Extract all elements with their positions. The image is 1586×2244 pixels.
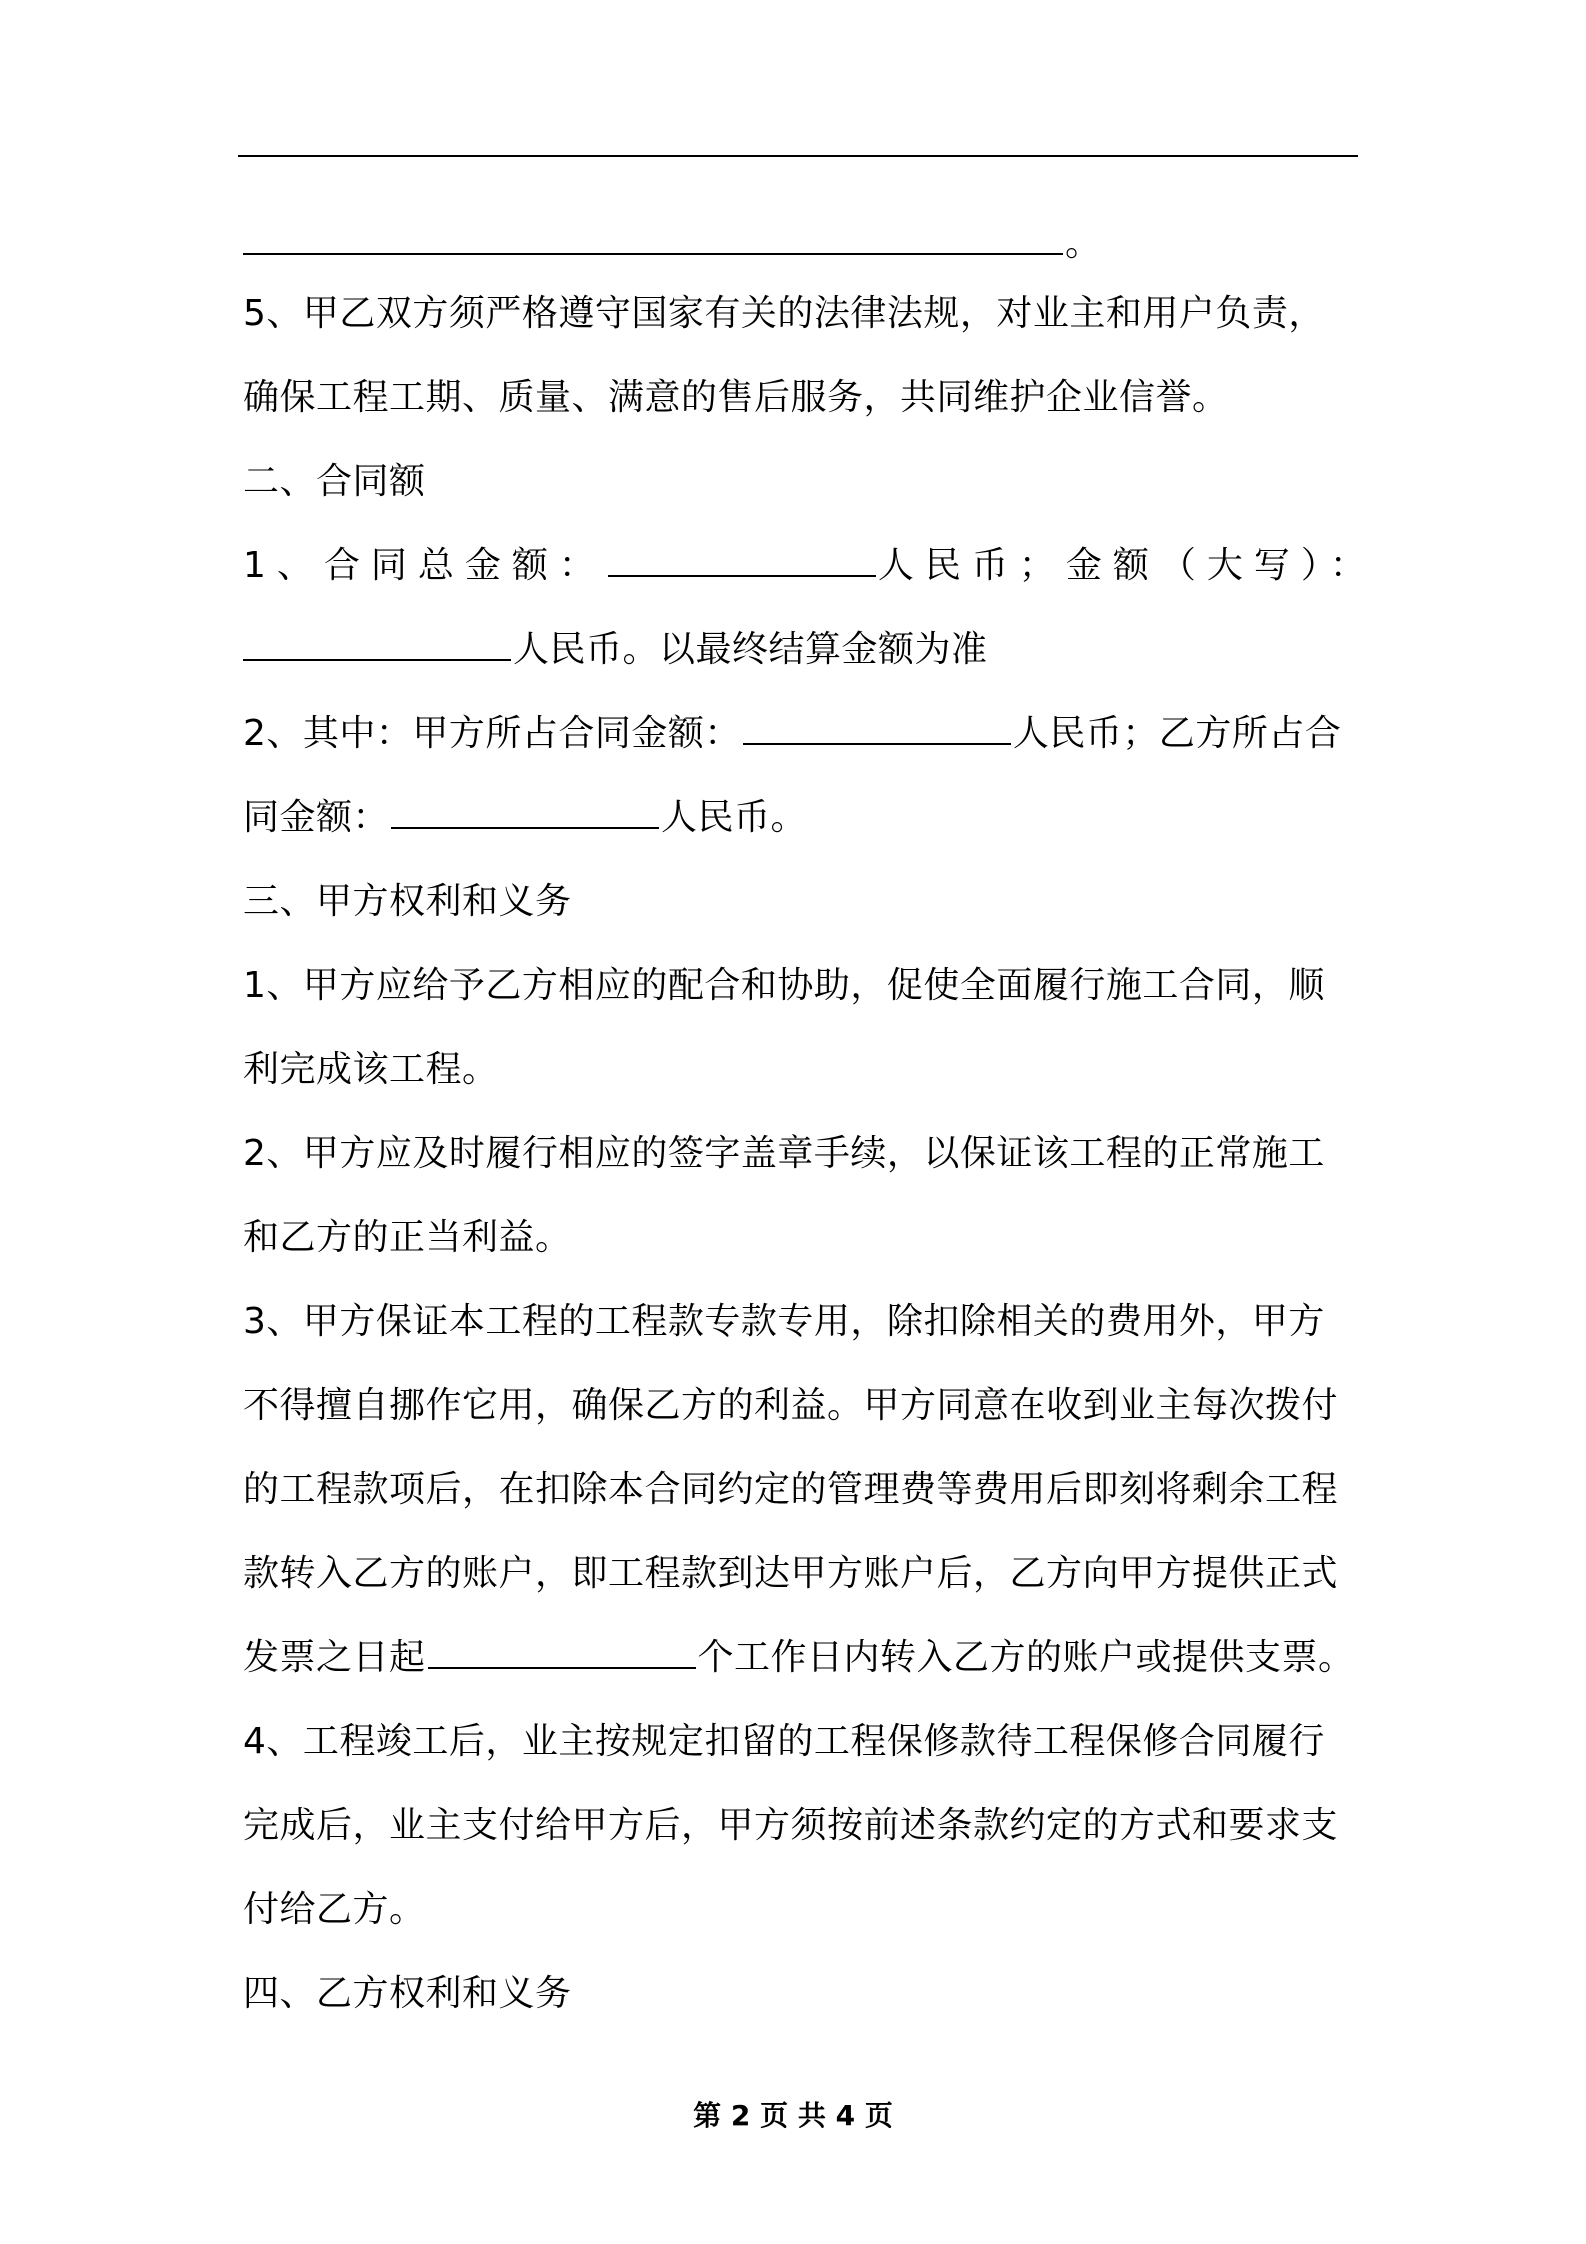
party-a-item-2-line-2: 和乙方的正当利益。 — [243, 1217, 572, 1258]
item-2-line-2-label: 同金额： — [243, 797, 390, 838]
section-3-heading: 三、甲方权利和义务 — [243, 881, 572, 922]
item-1-currency-label: 人民币；金额（大写）： — [877, 545, 1377, 586]
item-3-line-5-end: 个工作日内转入乙方的账户或提供支票。 — [697, 1637, 1355, 1678]
party-a-item-1-line-2: 利完成该工程。 — [243, 1049, 499, 1090]
item-3-line-5-start: 发票之日起 — [243, 1637, 426, 1678]
party-a-item-4-line-3: 付给乙方。 — [243, 1889, 426, 1930]
party-a-amount-blank — [743, 713, 1011, 745]
clause-5-line-2: 确保工程工期、质量、满意的售后服务，共同维护企业信誉。 — [243, 377, 1229, 418]
working-days-blank — [428, 1637, 696, 1669]
party-a-item-3-line-3: 的工程款项后，在扣除本合同约定的管理费等费用后即刻将剩余工程 — [243, 1469, 1339, 1510]
party-a-item-1-line-1: 1、甲方应给予乙方相应的配合和协助，促使全面履行施工合同，顺 — [243, 965, 1325, 1006]
blank-line-continuation — [243, 220, 1363, 268]
fill-in-blank — [243, 223, 1063, 255]
blank-line-end: 。 — [1065, 223, 1102, 264]
item-2-label: 2、其中：甲方所占合同金额： — [243, 713, 741, 754]
clause-5-line-1: 5、甲乙双方须严格遵守国家有关的法律法规，对业主和用户负责， — [243, 293, 1325, 334]
total-amount-blank — [608, 545, 876, 577]
contract-amount-item-1-line-2 — [243, 626, 1363, 674]
item-2-line-2-tail: 人民币。 — [661, 797, 808, 838]
item-1-line-2-text: 人民币。以最终结算金额为准 — [513, 629, 988, 670]
party-a-item-4-line-2: 完成后，业主支付给甲方后，甲方须按前述条款约定的方式和要求支 — [243, 1805, 1339, 1846]
party-a-item-2-line-1: 2、甲方应及时履行相应的签字盖章手续，以保证该工程的正常施工 — [243, 1133, 1325, 1174]
party-a-item-3-line-1: 3、甲方保证本工程的工程款专款专用，除扣除相关的费用外，甲方 — [243, 1301, 1325, 1342]
party-a-item-3-line-2: 不得擅自挪作它用，确保乙方的利益。甲方同意在收到业主每次拨付 — [243, 1385, 1339, 1426]
contract-amount-item-1 — [243, 542, 1377, 590]
party-a-item-3-line-5 — [243, 1634, 1363, 1682]
section-2-heading: 二、合同额 — [243, 461, 426, 502]
item-2-tail: 人民币；乙方所占合 — [1012, 713, 1342, 754]
item-1-label: 1、合同总金额： — [243, 545, 606, 586]
contract-amount-item-2 — [243, 710, 1363, 758]
party-a-item-4-line-1: 4、工程竣工后，业主按规定扣留的工程保修款待工程保修合同履行 — [243, 1721, 1325, 1762]
page-number-footer: 第 2 页 共 4 页 — [693, 2099, 893, 2132]
top-rule — [238, 155, 1358, 157]
party-b-amount-blank — [391, 797, 659, 829]
party-a-item-3-line-4: 款转入乙方的账户，即工程款到达甲方账户后，乙方向甲方提供正式 — [243, 1553, 1339, 1594]
section-4-heading: 四、乙方权利和义务 — [243, 1973, 572, 2014]
contract-amount-item-2-line-2 — [243, 794, 1363, 842]
amount-in-words-blank — [243, 629, 511, 661]
